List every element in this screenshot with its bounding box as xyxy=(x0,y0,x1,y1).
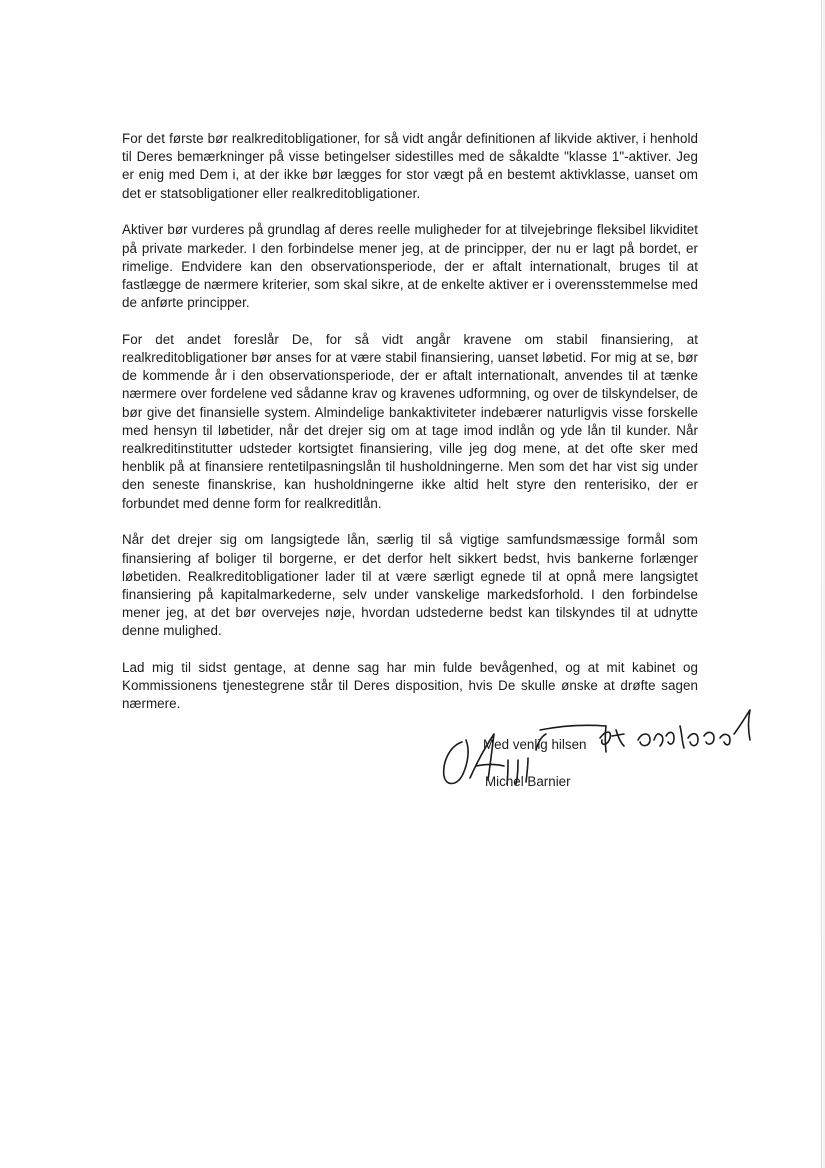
signer-name: Michel Barnier xyxy=(485,774,571,789)
paragraph-long-term-loans: Når det drejer sig om langsigtede lån, særlig til så vigtige samfundsmæssige formål som finansiering af boliger til borgerne, er det derfor helt sikkert bedst, hvis bankerne forlænger løbetiden. Realkreditobligationer lader til at være særligt egnede til at opnå mere langsigtet finansiering på kapitalmarkederne, selv under vanskelige markedsforhold. I den forbindelse mener jeg, at det bør overvejes nøje, hvordan udstederne bedst kan tilskyndes til at udnytte denne mulighed. xyxy=(122,532,698,639)
paragraph-asset-assessment: Aktiver bør vurderes på grundlag af deres reelle muligheder for at tilvejebringe fleksibel likviditet på private markeder. I den forbindelse mener jeg, at de principper, der nu er lagt på bordet, er rimelige. Endvidere kan den observationsperiode, der er aftalt internationalt, bruges til at fastlægge de nærmere kriterier, som skal sikre, at de enkelte aktiver er i overensstemmelse med de anførte principper. xyxy=(122,222,698,311)
paragraph-liquid-assets: For det første bør realkreditobligationer, for så vidt angår definitionen af likvide aktiver, i henhold til Deres bemærkninger på visse betingelser sidestilles med de såkaldte "klasse 1"-aktiver. Jeg er enig med Dem i, at der ikke bør lægges for stor vægt på en bestemt aktivklasse, uanset om det er statsobligationer eller realkreditobligationer. xyxy=(122,131,698,201)
paragraph-final-remarks: Lad mig til sidst gentage, at denne sag har min fulde bevågenhed, og at mit kabinet og Kommissionens tjenestegrene står til Deres disposition, hvis De skulle ønske at drøfte sagen nærmere. xyxy=(122,660,698,712)
handwritten-signature xyxy=(430,690,770,800)
closing-salutation: Med venlig hilsen xyxy=(483,737,587,752)
paragraph-stable-funding: For det andet foreslår De, for så vidt angår kravene om stabil finansiering, at realkreditobligationer bør anses for at være stabil finansiering, uanset løbetid. For mig at se, bør de kommende år i den observationsperiode, der er aftalt internationalt, anvendes til at tænke nærmere over fordelene ved sådanne krav og kravenes udformning, og over de tilskyndelser, de bør give det finansielle system. Almindelige bankaktiviteter indebærer naturligvis visse forskelle med hensyn til løbetider, når det drejer sig om at tage imod indlån og yde lån til kunder. Når realkreditinstitutter udsteder kortsigtet finansiering, ville jeg dog mene, at det ofte sker med henblik på at finansiere rentetilpasningslån til husholdningerne. Men som det har vist sig under den seneste finanskrise, kan husholdningerne ikke altid helt styre den renterisiko, der er forbundet med denne form for realkreditlån. xyxy=(122,331,698,511)
letter-body xyxy=(122,130,698,732)
scan-edge-line xyxy=(821,0,822,1168)
